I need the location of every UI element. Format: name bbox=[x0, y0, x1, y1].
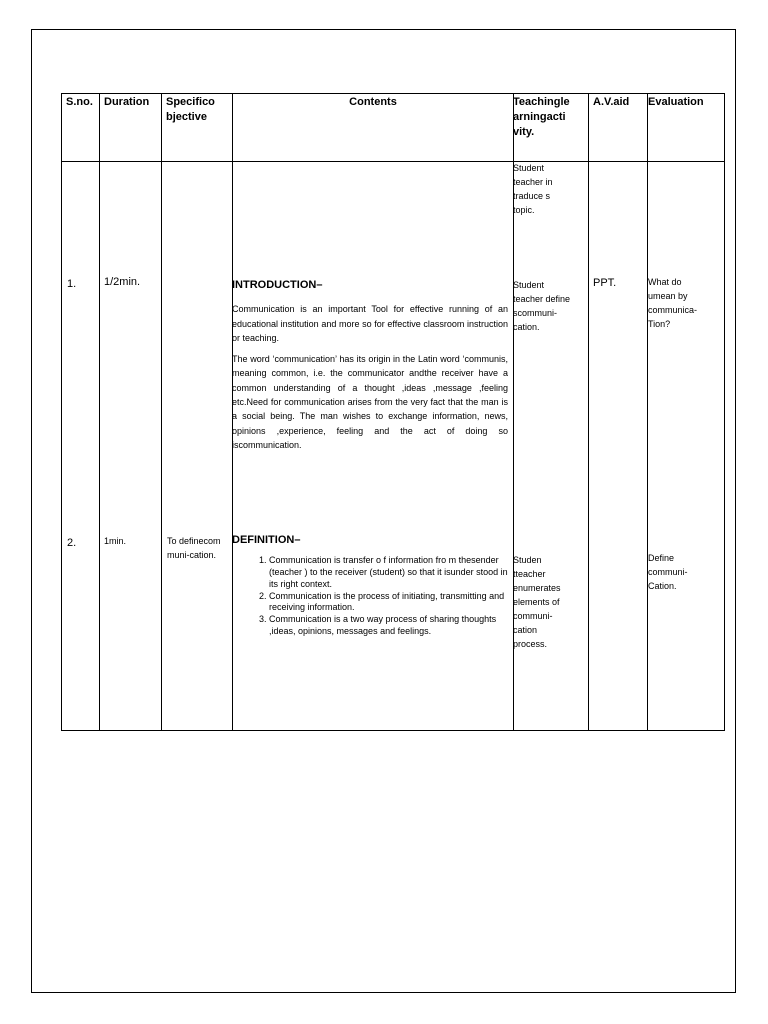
row-1-contents bbox=[232, 278, 508, 452]
row-2-objective: To definecom muni-cation. bbox=[167, 536, 221, 560]
intro-activity: Student teacher in traduce s topic. bbox=[513, 163, 553, 215]
row-2-activity: Studen tteacher enumerates elements of communi-cation process. bbox=[513, 555, 561, 649]
definition-item: 1. Communication is transfer o f information fro m thesender (teacher ) to the receiver (student) so that it isunder stood in its right context. bbox=[269, 555, 508, 590]
header-duration: Duration bbox=[104, 96, 150, 108]
introduction-paragraph-1: Communication is an important Tool for effective running of an educational institution and more so for effective classroom instruction or teaching. bbox=[232, 304, 508, 343]
row-1-evaluation: What do umean by communica-Tion? bbox=[648, 277, 698, 329]
header-divider bbox=[62, 161, 724, 162]
column-divider bbox=[647, 94, 648, 730]
introduction-paragraph-2: The word ‘communication’ has its origin in the Latin word ‘communis, meaning common, i.e. the communicator andthe receiver have a common understanding of a thought ,ideas ,message ,feeling etc.Need for communication arises from the very fact that the man is a social being. The man wishes to exchange information, news, opinions ,experience, feeling and the act of doing so iscommunication. bbox=[232, 354, 508, 450]
row-2-sno: 2. bbox=[67, 537, 77, 549]
definition-title: DEFINITION– bbox=[232, 534, 301, 546]
row-2-duration: 1min. bbox=[104, 536, 127, 546]
header-contents: Contents bbox=[349, 96, 397, 108]
row-1-duration: 1/2min. bbox=[104, 276, 141, 288]
row-1-av-aid: PPT. bbox=[593, 277, 617, 289]
column-divider bbox=[588, 94, 589, 730]
row-2-contents bbox=[232, 533, 508, 638]
header-specific-objective: Specifico bjective bbox=[166, 96, 215, 123]
column-divider bbox=[99, 94, 100, 730]
definition-list bbox=[232, 555, 508, 638]
header-sno: S.no. bbox=[66, 96, 93, 108]
lesson-plan-table bbox=[61, 93, 725, 731]
row-1-activity: Student teacher define scommuni-cation. bbox=[513, 280, 571, 332]
header-evaluation: Evaluation bbox=[648, 96, 704, 108]
column-divider bbox=[161, 94, 162, 730]
definition-item: 3. Communication is a two way process of sharing thoughts ,ideas, opinions, messages and feelings. bbox=[269, 614, 508, 638]
definition-item: 2. Communication is the process of initiating, transmitting and receiving information. bbox=[269, 591, 508, 615]
header-teaching-activity: Teachingle arningacti vity. bbox=[513, 96, 570, 138]
introduction-title: INTRODUCTION– bbox=[232, 279, 323, 291]
row-1-sno: 1. bbox=[67, 278, 77, 290]
header-av-aid: A.V.aid bbox=[593, 96, 630, 108]
row-2-evaluation: Define communi-Cation. bbox=[648, 553, 688, 591]
